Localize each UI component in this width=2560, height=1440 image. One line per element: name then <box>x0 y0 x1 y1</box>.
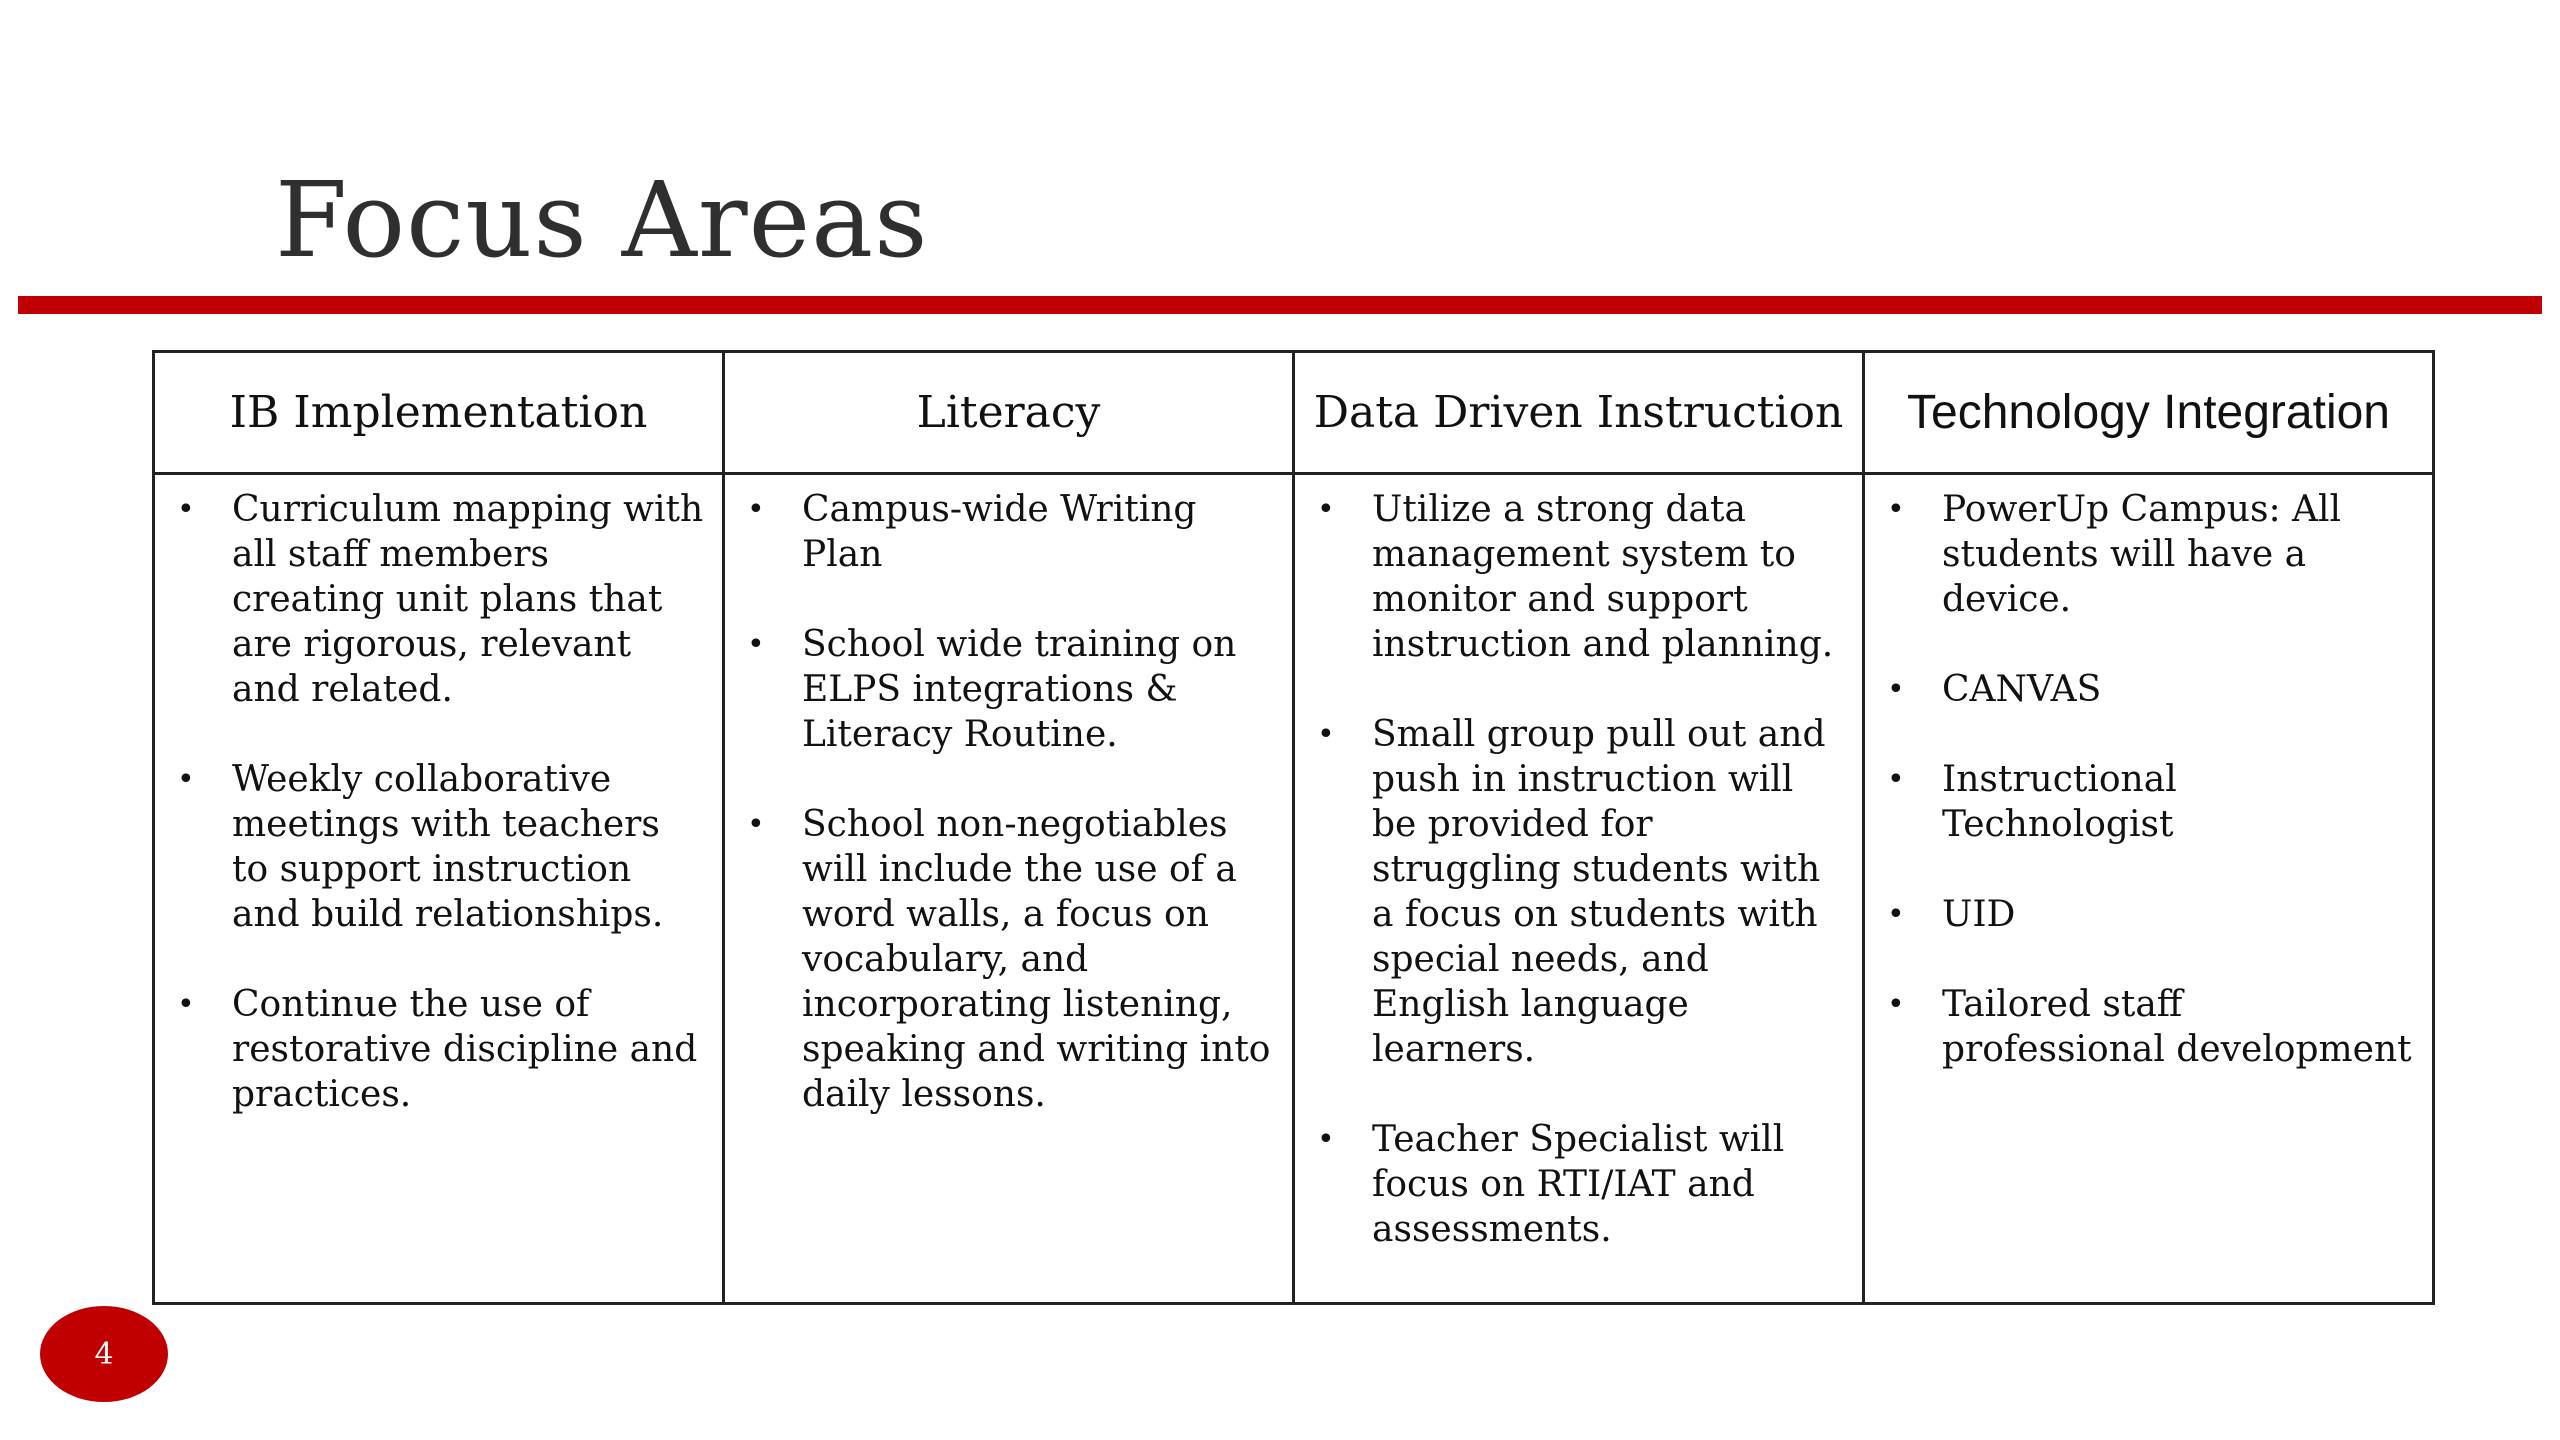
data-driven-instruction-cell <box>1294 474 1864 1304</box>
page-number-badge: 4 <box>40 1306 168 1402</box>
list-item: • Instructional Technologist <box>1877 757 2416 847</box>
list-item: • Teacher Specialist will focus on RTI/IAT and assessments. <box>1307 1117 1846 1252</box>
focus-areas-table <box>152 350 2435 1305</box>
list-item: • Curriculum mapping with all staff members creating unit plans that are rigorous, relevant and related. <box>167 487 706 712</box>
list-item: • Tailored staff professional development <box>1877 982 2416 1072</box>
column-heading-data-driven-instruction: Data Driven Instruction <box>1294 352 1864 474</box>
literacy-cell <box>724 474 1294 1304</box>
list-item: • Utilize a strong data management system to monitor and support instruction and planning. <box>1307 487 1846 667</box>
literacy-list <box>737 487 1276 1117</box>
list-item: • CANVAS <box>1877 667 2416 712</box>
table-body-row <box>154 474 2434 1304</box>
column-heading-technology-integration: Technology Integration <box>1864 352 2434 474</box>
list-item: • Weekly collaborative meetings with teachers to support instruction and build relationships. <box>167 757 706 937</box>
column-heading-literacy: Literacy <box>724 352 1294 474</box>
list-item: • School wide training on ELPS integrations & Literacy Routine. <box>737 622 1276 757</box>
column-heading-ib-implementation: IB Implementation <box>154 352 724 474</box>
technology-integration-list <box>1877 487 2416 1072</box>
data-driven-instruction-list <box>1307 487 1846 1252</box>
technology-integration-cell <box>1864 474 2434 1304</box>
ib-implementation-cell <box>154 474 724 1304</box>
list-item: • Small group pull out and push in instruction will be provided for struggling students with a focus on students with special needs, and English language learners. <box>1307 712 1846 1072</box>
ib-implementation-list <box>167 487 706 1117</box>
table-header-row <box>154 352 2434 474</box>
list-item: • School non-negotiables will include the use of a word walls, a focus on vocabulary, and incorporating listening, speaking and writing into daily lessons. <box>737 802 1276 1117</box>
list-item: • UID <box>1877 892 2416 937</box>
list-item: • Continue the use of restorative discipline and practices. <box>167 982 706 1117</box>
list-item: • Campus-wide Writing Plan <box>737 487 1276 577</box>
slide-title: Focus Areas <box>275 159 929 281</box>
list-item: • PowerUp Campus: All students will have a device. <box>1877 487 2416 622</box>
title-divider <box>18 296 2542 314</box>
